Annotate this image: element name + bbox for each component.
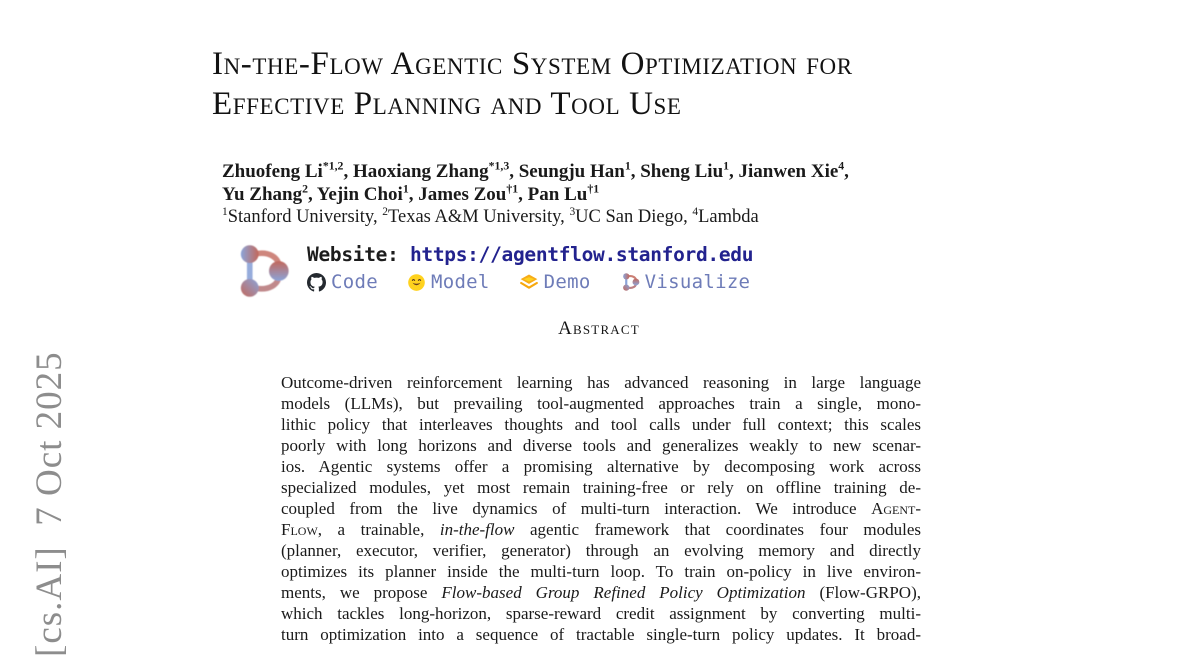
text-run: , James Zou bbox=[408, 184, 507, 205]
text-run: , Jianwen Xie bbox=[729, 161, 839, 182]
text-run: agentic framework that coordinates four modules bbox=[514, 520, 922, 539]
agentflow-logo bbox=[231, 241, 291, 301]
abstract-line bbox=[281, 561, 921, 582]
text-run: models (LLMs), but prevailing tool-augmented approaches train a single, mono- bbox=[281, 394, 921, 413]
text-run: Flow bbox=[281, 520, 318, 539]
links-row bbox=[307, 270, 753, 294]
demo-link[interactable] bbox=[519, 270, 591, 294]
text-run: Zhuofeng Li bbox=[222, 161, 323, 182]
abstract-line bbox=[281, 414, 921, 435]
text-run: lithic policy that interleaves thoughts and tool calls under full context; this scales bbox=[281, 415, 921, 434]
text-run: 4 bbox=[838, 159, 845, 173]
text-run: *1,3 bbox=[488, 159, 510, 173]
website-link[interactable]: https://agentflow.stanford.edu bbox=[409, 243, 754, 266]
resource-text bbox=[307, 241, 753, 301]
text-run: , bbox=[844, 161, 849, 182]
abstract-line bbox=[281, 435, 921, 456]
text-run: ios. Agentic systems offer a promising alternative by decomposing work across bbox=[281, 457, 921, 476]
author-line-1 bbox=[222, 160, 849, 183]
abstract-line bbox=[281, 393, 921, 414]
text-run: specialized modules, yet most remain training-free or rely on offline training de- bbox=[281, 478, 921, 497]
text-run: 2 bbox=[382, 205, 388, 218]
text-run: *1,2 bbox=[322, 159, 344, 173]
text-run: optimizes its planner inside the multi-turn loop. To train on-policy in live environ- bbox=[281, 562, 921, 581]
website-label: Website: bbox=[307, 243, 399, 266]
demo-link-label: Demo bbox=[543, 271, 591, 293]
text-run: (planner, executor, verifier, generator) through an evolving memory and directly bbox=[281, 541, 921, 560]
text-run: Outcome-driven reinforcement learning has advanced reasoning in large language bbox=[281, 373, 921, 392]
abstract-line bbox=[281, 456, 921, 477]
text-run: , Pan Lu bbox=[518, 184, 588, 205]
text-run: Yu Zhang bbox=[222, 184, 303, 205]
abstract-line bbox=[281, 582, 921, 603]
text-run: Stanford University, bbox=[227, 207, 383, 227]
abstract-line bbox=[281, 372, 921, 393]
text-run: , a trainable, bbox=[317, 520, 440, 539]
text-run: 1 bbox=[222, 205, 228, 218]
model-link[interactable] bbox=[407, 270, 490, 294]
abstract-line bbox=[281, 519, 921, 540]
paper-title bbox=[212, 44, 853, 124]
text-run: (Flow-GRPO), bbox=[805, 583, 921, 602]
paper-title-line1: In-the-Flow Agentic System Optimization for bbox=[212, 46, 853, 82]
abstract-body bbox=[281, 372, 921, 645]
visualize-link[interactable] bbox=[620, 270, 751, 294]
text-run: 4 bbox=[692, 205, 699, 218]
text-run: Flow-based Group Refined Policy Optimization bbox=[441, 583, 806, 602]
agentflow-icon bbox=[620, 272, 640, 292]
abstract-line bbox=[281, 498, 921, 519]
text-run: in-the-flow bbox=[439, 520, 515, 539]
text-run: 3 bbox=[569, 205, 576, 218]
website-line bbox=[307, 242, 753, 268]
text-run: poorly with long horizons and diverse tools and generalizes weakly to new scenar- bbox=[281, 436, 921, 455]
text-run: †1 bbox=[587, 182, 600, 196]
code-link-label: Code bbox=[331, 271, 378, 293]
author-block bbox=[222, 160, 849, 229]
text-run: 1 bbox=[402, 182, 409, 196]
text-run: Agent- bbox=[871, 499, 921, 518]
text-run: ments, we propose bbox=[281, 583, 442, 602]
abstract-line bbox=[281, 624, 921, 645]
text-run: coupled from the live dynamics of multi-turn interaction. We introduce bbox=[281, 499, 872, 518]
code-link[interactable] bbox=[307, 270, 378, 294]
huggingface-icon bbox=[407, 273, 426, 292]
text-run: Lambda bbox=[698, 207, 759, 227]
abstract-line bbox=[281, 603, 921, 624]
text-run: , Sheng Liu bbox=[630, 161, 724, 182]
visualize-link-label: Visualize bbox=[644, 271, 751, 293]
text-run: 1 bbox=[723, 159, 730, 173]
text-run: Texas A&M University, bbox=[387, 207, 570, 227]
abstract-line bbox=[281, 540, 921, 561]
resource-block bbox=[231, 241, 753, 301]
abstract-heading: Abstract bbox=[558, 318, 640, 339]
abstract-line bbox=[281, 477, 921, 498]
text-run: †1 bbox=[506, 182, 519, 196]
text-run: UC San Diego, bbox=[575, 207, 693, 227]
arxiv-watermark: [cs.AI] 7 Oct 2025 bbox=[29, 351, 70, 657]
text-run: which tackles long-horizon, sparse-reward credit assignment by converting multi- bbox=[281, 604, 921, 623]
paper-title-line2: Effective Planning and Tool Use bbox=[212, 86, 682, 122]
author-line-2 bbox=[222, 183, 849, 206]
text-run: , Seungju Han bbox=[509, 161, 625, 182]
text-run: 2 bbox=[302, 182, 308, 196]
model-link-label: Model bbox=[430, 271, 490, 293]
text-run: turn optimization into a sequence of tractable single-turn policy updates. It broad- bbox=[281, 625, 921, 644]
gradio-icon bbox=[519, 272, 539, 292]
text-run: , Haoxiang Zhang bbox=[343, 161, 489, 182]
github-icon bbox=[307, 273, 326, 292]
affiliations bbox=[222, 206, 849, 229]
text-run: , Yejin Choi bbox=[308, 184, 403, 205]
text-run: 1 bbox=[624, 159, 631, 173]
